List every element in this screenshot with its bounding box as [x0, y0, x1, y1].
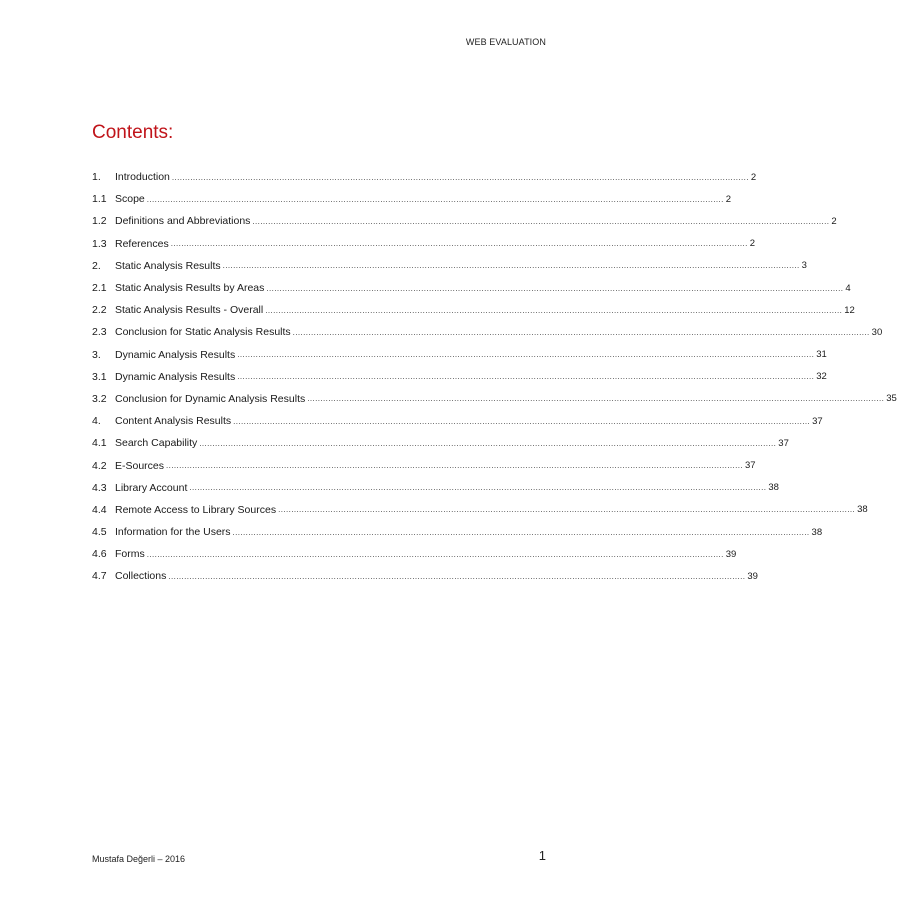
toc-entry[interactable]: [92, 432, 789, 454]
toc-entry-number: 3.: [92, 348, 101, 361]
toc-entry-number: 4.4: [92, 503, 107, 516]
toc-dot-leader: ............................................................................................................................................................................................................................: [189, 483, 767, 493]
toc-entry-label[interactable]: Collections: [115, 570, 167, 583]
toc-entry-number: 4.7: [92, 570, 107, 583]
toc-dot-leader: ............................................................................................................................................................................................................................: [168, 571, 746, 581]
toc-dot-leader: ............................................................................................................................................................................................................................: [265, 305, 843, 315]
toc-entry[interactable]: [92, 321, 883, 343]
toc-entry-label[interactable]: Conclusion for Dynamic Analysis Results: [115, 392, 306, 405]
toc-entry-page[interactable]: 30: [871, 326, 883, 338]
toc-entry-number: 1.2: [92, 215, 107, 228]
toc-entry[interactable]: [92, 410, 823, 432]
toc-entry-page[interactable]: 37: [778, 437, 789, 449]
toc-entry-label[interactable]: References: [115, 237, 169, 250]
toc-entry-number: 4.5: [92, 526, 107, 539]
toc-entry-label[interactable]: Definitions and Abbreviations: [115, 215, 251, 228]
toc-entry-page[interactable]: 37: [812, 415, 823, 427]
toc-entry-page[interactable]: 38: [857, 504, 868, 516]
toc-entry-number: 4.6: [92, 548, 107, 561]
toc-entry-page[interactable]: 37: [745, 460, 756, 472]
toc-entry-number: 2.2: [92, 304, 107, 317]
toc-entry-number: 1.: [92, 171, 101, 184]
toc-entry[interactable]: [92, 454, 756, 476]
toc-entry-label[interactable]: Static Analysis Results by Areas: [115, 282, 265, 295]
running-header: WEB EVALUATION: [465, 37, 546, 47]
toc-entry-label[interactable]: Conclusion for Static Analysis Results: [115, 326, 291, 339]
toc-entry[interactable]: [92, 543, 737, 565]
toc-entry-label[interactable]: E-Sources: [115, 459, 165, 472]
toc-entry[interactable]: [92, 299, 855, 321]
toc-entry-label[interactable]: Dynamic Analysis Results: [115, 348, 236, 361]
toc-dot-leader: ............................................................................................................................................................................................................................: [237, 372, 815, 382]
toc-entry-number: 4.3: [92, 481, 107, 494]
toc-entry[interactable]: [92, 344, 827, 366]
toc-entry-label[interactable]: Information for the Users: [115, 526, 231, 539]
toc-dot-leader: ............................................................................................................................................................................................................................: [222, 261, 800, 271]
footer-author: Mustafa Değerli – 2016: [92, 854, 186, 864]
toc-entry-page[interactable]: 2: [725, 193, 732, 205]
toc-dot-leader: ............................................................................................................................................................................................................................: [278, 505, 856, 515]
toc-dot-leader: ............................................................................................................................................................................................................................: [252, 216, 830, 226]
toc-entry-number: 1.3: [92, 237, 107, 250]
toc-entry[interactable]: [92, 233, 755, 255]
toc-entry-page[interactable]: 38: [811, 526, 823, 538]
toc-title: Contents:: [92, 122, 174, 143]
toc-entry[interactable]: [92, 188, 732, 210]
toc-entry-label[interactable]: Search Capability: [115, 437, 198, 450]
toc-dot-leader: ............................................................................................................................................................................................................................: [146, 549, 724, 559]
toc-entry[interactable]: [92, 255, 807, 277]
toc-entry-label[interactable]: Forms: [115, 548, 145, 561]
toc-entry-number: 4.2: [92, 459, 107, 472]
toc-entry-page[interactable]: 3: [801, 260, 807, 272]
toc-entry-label[interactable]: Introduction: [115, 171, 170, 184]
toc-entry-number: 4.1: [92, 437, 107, 450]
toc-entry-page[interactable]: 32: [816, 371, 827, 383]
toc-dot-leader: ............................................................................................................................................................................................................................: [233, 416, 811, 426]
toc-entry[interactable]: [92, 521, 823, 543]
footer-page-number: 1: [538, 848, 546, 863]
toc-entry-page[interactable]: 38: [768, 482, 779, 494]
toc-entry-label[interactable]: Static Analysis Results: [115, 259, 221, 272]
toc-dot-leader: ............................................................................................................................................................................................................................: [170, 239, 748, 249]
toc-entry[interactable]: [92, 499, 868, 521]
toc-entry-page[interactable]: 2: [831, 215, 837, 227]
toc-dot-leader: ............................................................................................................................................................................................................................: [266, 283, 844, 293]
toc-entry-label[interactable]: Scope: [115, 193, 145, 206]
toc-dot-leader: ............................................................................................................................................................................................................................: [171, 172, 749, 182]
toc-dot-leader: ............................................................................................................................................................................................................................: [232, 527, 810, 537]
toc-entry-page[interactable]: 35: [886, 393, 897, 405]
toc-entry-number: 3.1: [92, 370, 107, 383]
toc-dot-leader: ............................................................................................................................................................................................................................: [292, 327, 870, 337]
toc-entry[interactable]: [92, 210, 837, 232]
toc-dot-leader: ............................................................................................................................................................................................................................: [166, 461, 744, 471]
toc-entry-number: 2.3: [92, 326, 107, 339]
toc-entry[interactable]: [92, 565, 758, 587]
toc-entry-number: 4.: [92, 415, 101, 428]
toc-dot-leader: ............................................................................................................................................................................................................................: [146, 194, 724, 204]
toc-dot-leader: ............................................................................................................................................................................................................................: [237, 350, 815, 360]
toc-entry-number: 2.: [92, 259, 101, 272]
toc-entry[interactable]: [92, 277, 851, 299]
toc-entry-number: 3.2: [92, 392, 107, 405]
toc-entry-page[interactable]: 39: [747, 570, 758, 582]
toc-entry[interactable]: [92, 166, 757, 188]
toc-entry-label[interactable]: Library Account: [115, 481, 188, 494]
toc-entry-page[interactable]: 2: [749, 238, 755, 250]
toc-dot-leader: ............................................................................................................................................................................................................................: [199, 438, 777, 448]
toc-entry-page[interactable]: 31: [816, 349, 827, 361]
toc-entry-number: 1.1: [92, 193, 107, 206]
toc-dot-leader: ............................................................................................................................................................................................................................: [307, 394, 885, 404]
toc-entry-page[interactable]: 4: [845, 282, 851, 294]
toc-entry-label[interactable]: Dynamic Analysis Results: [115, 370, 236, 383]
toc-entry[interactable]: [92, 388, 897, 410]
toc-entry[interactable]: [92, 477, 779, 499]
table-of-contents: [92, 166, 897, 588]
toc-entry-page[interactable]: 39: [725, 548, 737, 560]
toc-entry-page[interactable]: 12: [844, 304, 855, 316]
toc-entry-page[interactable]: 2: [750, 171, 757, 183]
toc-entry[interactable]: [92, 366, 827, 388]
toc-entry-label[interactable]: Remote Access to Library Sources: [115, 503, 277, 516]
toc-entry-label[interactable]: Static Analysis Results - Overall: [115, 304, 264, 317]
toc-entry-number: 2.1: [92, 282, 107, 295]
toc-entry-label[interactable]: Content Analysis Results: [115, 415, 232, 428]
